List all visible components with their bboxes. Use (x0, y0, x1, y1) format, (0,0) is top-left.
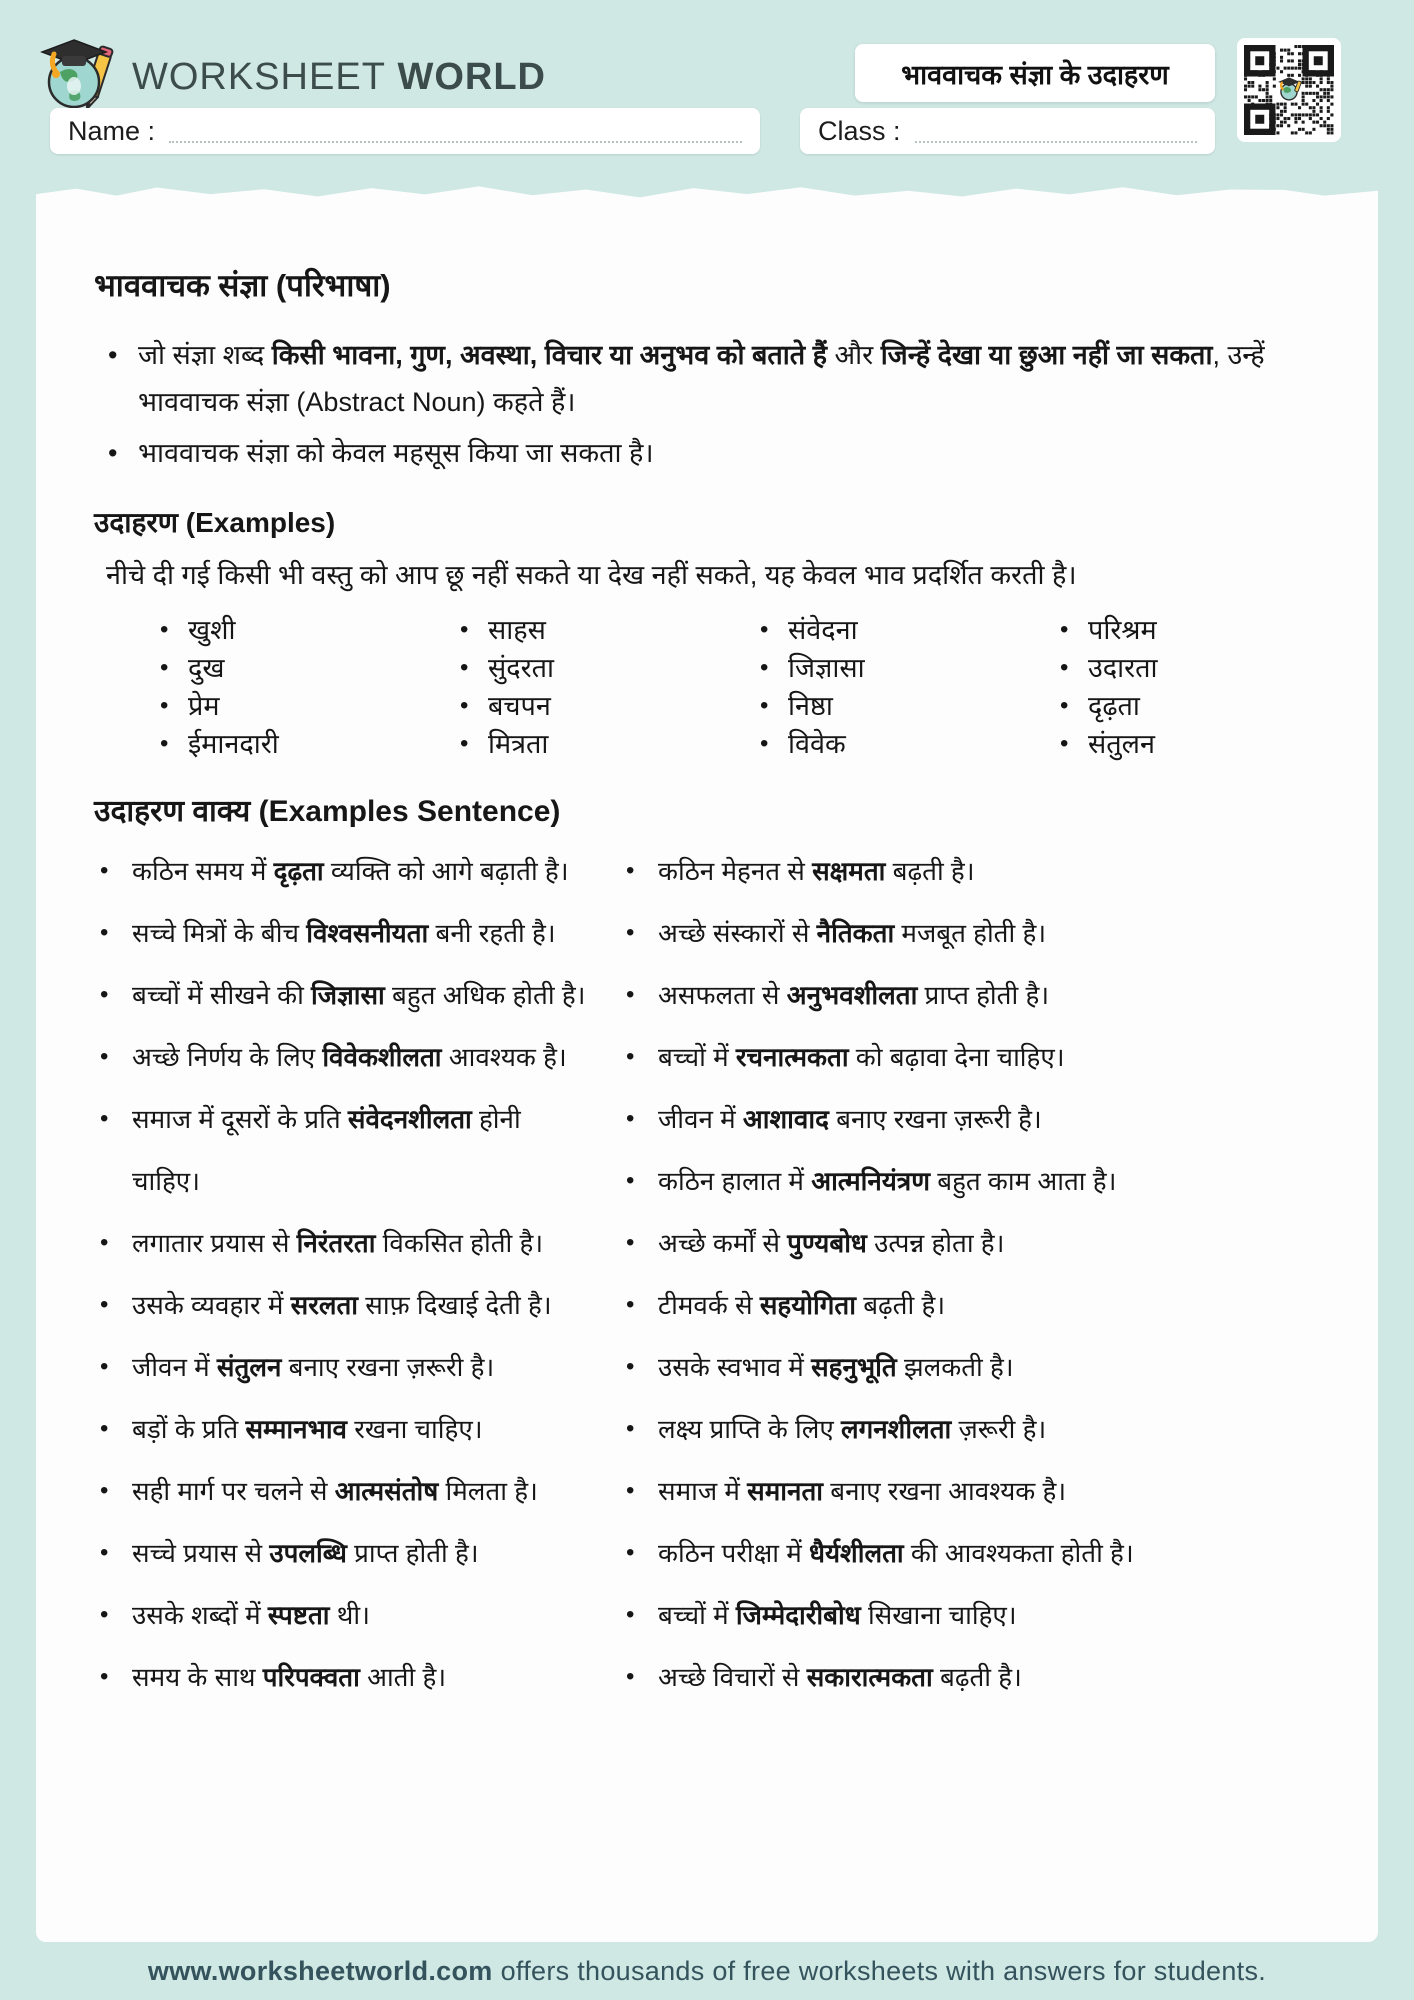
example-sentence: • बड़ों के प्रति सम्मानभाव रखना चाहिए। (94, 1398, 586, 1460)
example-sentence: • उसके व्यवहार में सरलता साफ़ दिखाई देती है। (94, 1274, 586, 1336)
example-sentences-left (94, 840, 586, 1708)
brand-word-world: WORLD (397, 56, 546, 98)
example-word: • दृढ़ता (1052, 687, 1158, 725)
example-word: • निष्ठा (752, 687, 1052, 725)
example-sentence: • बच्चों में जिम्मेदारीबोध सिखाना चाहिए। (620, 1584, 1320, 1646)
example-word: • सुंदरता (452, 649, 752, 687)
example-sentence: • कठिन समय में दृढ़ता व्यक्ति को आगे बढ़ाती है। (94, 840, 586, 902)
footer-tagline: offers thousands of free worksheets with answers for students. (500, 1955, 1267, 1986)
definition-item: • भाववाचक संज्ञा को केवल महसूस किया जा सकता है। (94, 430, 1320, 477)
example-sentence: • टीमवर्क से सहयोगिता बढ़ती है। (620, 1274, 1320, 1336)
footer-site-url: www.worksheetworld.com (147, 1955, 493, 1986)
example-sentence: • अच्छे कर्मों से पुण्यबोध उत्पन्न होता है। (620, 1212, 1320, 1274)
example-sentence: • बच्चों में सीखने की जिज्ञासा बहुत अधिक होती है। (94, 964, 586, 1026)
examples-intro: नीचे दी गई किसी भी वस्तु को आप छू नहीं सकते या देख नहीं सकते, यह केवल भाव प्रदर्शित करती है। (106, 560, 1077, 590)
example-sentence: • अच्छे निर्णय के लिए विवेकशीलता आवश्यक है। (94, 1026, 586, 1088)
example-sentence: • असफलता से अनुभवशीलता प्राप्त होती है। (620, 964, 1320, 1026)
example-sentence: • कठिन मेहनत से सक्षमता बढ़ती है। (620, 840, 1320, 902)
example-sentence: • उसके स्वभाव में सहनुभूति झलकती है। (620, 1336, 1320, 1398)
examples-heading: उदाहरण (Examples) (94, 507, 336, 538)
worksheet-card (36, 202, 1378, 1942)
example-word: • बचपन (452, 687, 752, 725)
example-sentence: • सच्चे प्रयास से उपलब्धि प्राप्त होती है। (94, 1522, 586, 1584)
example-sentence: • उसके शब्दों में स्पष्टता थी। (94, 1584, 586, 1646)
example-word: • विवेक (752, 725, 1052, 763)
example-sentence: • सच्चे मित्रों के बीच विश्वसनीयता बनी रहती है। (94, 902, 586, 964)
example-sentence: • जीवन में आशावाद बनाए रखना ज़रूरी है। (620, 1088, 1320, 1150)
example-sentence: • समाज में समानता बनाए रखना आवश्यक है। (620, 1460, 1320, 1522)
example-sentence: • जीवन में संतुलन बनाए रखना ज़रूरी है। (94, 1336, 586, 1398)
page-header (0, 0, 1414, 200)
example-word-column (452, 611, 752, 763)
class-input-line[interactable] (915, 119, 1197, 143)
example-word: • ईमानदारी (152, 725, 452, 763)
qr-center-mascot-icon (1278, 77, 1301, 100)
example-sentences (94, 840, 1320, 1708)
definition-heading: भाववाचक संज्ञा (परिभाषा) (94, 268, 391, 303)
example-word: • संतुलन (1052, 725, 1158, 763)
qr-code-svg (1244, 45, 1334, 135)
example-word: • साहस (452, 611, 752, 649)
example-sentences-right (620, 840, 1320, 1708)
example-word: • खुशी (152, 611, 452, 649)
example-word: • उदारता (1052, 649, 1158, 687)
page-footer (0, 1942, 1414, 2000)
example-sentence: • अच्छे विचारों से सकारात्मकता बढ़ती है। (620, 1646, 1320, 1708)
example-word-column (1052, 611, 1158, 763)
example-words-grid (94, 611, 1320, 763)
example-word: • संवेदना (752, 611, 1052, 649)
class-field (800, 108, 1215, 154)
example-word-column (752, 611, 1052, 763)
definition-list (94, 332, 1320, 477)
example-sentence: • कठिन हालात में आत्मनियंत्रण बहुत काम आता है। (620, 1150, 1320, 1212)
example-sentence: • लगातार प्रयास से निरंतरता विकसित होती है। (94, 1212, 586, 1274)
worksheet-title-badge: भाववाचक संज्ञा के उदाहरण (855, 44, 1215, 102)
example-word: • प्रेम (152, 687, 452, 725)
name-field (50, 108, 760, 154)
example-sentence: • अच्छे संस्कारों से नैतिकता मजबूत होती है। (620, 902, 1320, 964)
brand-word-worksheet: WORKSHEET (132, 56, 386, 98)
example-word: • परिश्रम (1052, 611, 1158, 649)
sentences-heading: उदाहरण वाक्य (Examples Sentence) (94, 795, 561, 828)
name-label: Name : (68, 115, 156, 146)
example-word: • जिज्ञासा (752, 649, 1052, 687)
example-sentence: • बच्चों में रचनात्मकता को बढ़ावा देना चाहिए। (620, 1026, 1320, 1088)
name-input-line[interactable] (169, 119, 742, 143)
example-sentence: • समाज में दूसरों के प्रति संवेदनशीलता होनी चाहिए। (94, 1088, 586, 1212)
example-word-column (152, 611, 452, 763)
class-label: Class : (818, 115, 901, 146)
definition-item: • जो संज्ञा शब्द किसी भावना, गुण, अवस्था, विचार या अनुभव को बताते हैं और जिन्हें देखा या छुआ नहीं जा सकता, उन्हें भाववाचक संज्ञा (Abstract Noun) कहते हैं। (94, 332, 1320, 426)
example-word: • दुख (152, 649, 452, 687)
brand-name (132, 56, 546, 99)
qr-code-icon (1237, 38, 1341, 142)
example-sentence: • सही मार्ग पर चलने से आत्मसंतोष मिलता है। (94, 1460, 586, 1522)
example-sentence: • लक्ष्य प्राप्ति के लिए लगनशीलता ज़रूरी है। (620, 1398, 1320, 1460)
example-word: • मित्रता (452, 725, 752, 763)
example-sentence: • समय के साथ परिपक्वता आती है। (94, 1646, 586, 1708)
example-sentence: • कठिन परीक्षा में धैर्यशीलता की आवश्यकता होती है। (620, 1522, 1320, 1584)
